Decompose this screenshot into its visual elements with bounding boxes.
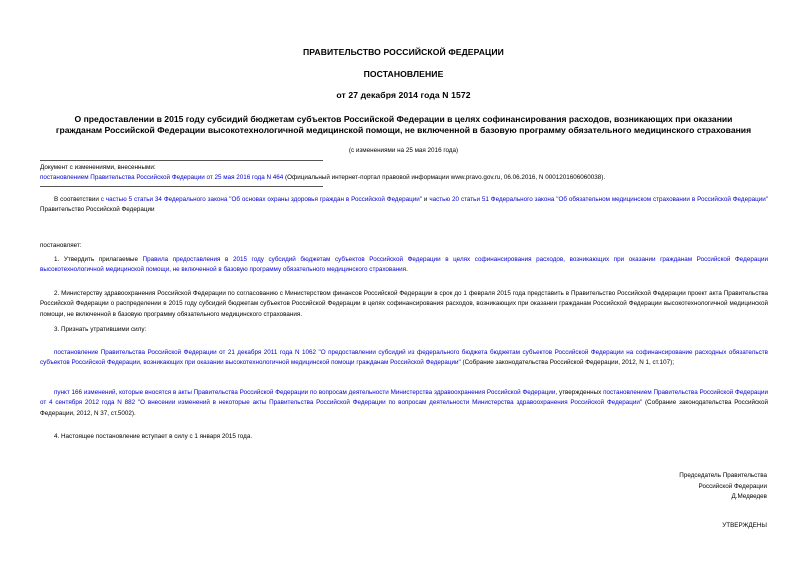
amendments-reference bbox=[40, 173, 768, 183]
signature-name: Д.Медведев bbox=[731, 493, 767, 501]
item-2-paragraph bbox=[40, 289, 768, 320]
amendment-note: (с изменениями на 25 мая 2016 года) bbox=[348, 147, 459, 154]
law-health-link[interactable]: с частью 5 статьи 34 Федерального закона "Об основах охраны здоровья граждан в Российской Федерации" bbox=[100, 196, 422, 203]
approved-label: УТВЕРЖДЕНЫ bbox=[722, 522, 767, 529]
amendments-block bbox=[40, 163, 768, 184]
preamble-lead: В соответствии bbox=[54, 196, 101, 203]
repeal-2-mid: , утвержденных bbox=[555, 389, 604, 396]
rules-link[interactable]: Правила предоставления в 2015 году субсидий бюджетам субъектов Российской Федерации в целях софинансирования расходов, возникающих при оказании гражданам Российской Федерации высокотехнологичной медицинской помощи, не включенной в базовую программу обязательного медицинского страхования bbox=[40, 256, 768, 274]
item-4-text: 4. Настоящее постановление вступает в силу с 1 января 2015 года. bbox=[54, 433, 253, 440]
decree-882-link[interactable]: постановлением Правительства Российской Федерации от 4 сентября 2012 года N 882 "О внесении изменений в некоторые акты Правительства Российской Федерации по вопросам деятельности Министерства здравоохранения Российской Федерации" bbox=[40, 389, 769, 407]
repeal-2-tail: (Собрание законодательства Российской Федерации, 2012, N 37, ст.5002). bbox=[40, 399, 769, 417]
government-heading: ПРАВИТЕЛЬСТВО РОССИЙСКОЙ ФЕДЕРАЦИИ bbox=[303, 47, 504, 57]
repeal-1-tail: (Собрание законодательства Российской Федерации, 2012, N 1, ст.107); bbox=[460, 359, 674, 367]
document-date-number: от 27 декабря 2014 года N 1572 bbox=[336, 90, 471, 100]
signature-country: Российской Федерации bbox=[698, 482, 767, 490]
decree-1062-link[interactable]: постановление Правительства Российской Федерации от 21 декабря 2011 года N 1062 "О предоставлении субсидий из федерального бюджета бюджетам субъектов Российской Федерации на софинансирование расходных обязательств субъектов Российской Федерации, возникающих при оказании высокотехнологичной медицинской помощи гражданам Российской Федерации" bbox=[40, 349, 768, 367]
preamble-tail: Правительство Российской Федерации bbox=[40, 206, 155, 214]
signature-block bbox=[679, 471, 767, 503]
preamble-paragraph bbox=[40, 195, 768, 216]
item-3-paragraph bbox=[40, 325, 768, 335]
item-1-paragraph bbox=[40, 255, 768, 276]
amending-decree-link[interactable]: постановлением Правительства Российской Федерации от 25 мая 2016 года N 464 bbox=[40, 174, 284, 182]
amendments-intro: Документ с изменениями, внесенными: bbox=[40, 164, 156, 171]
law-insurance-link[interactable]: частью 20 статьи 51 Федерального закона "Об обязательном медицинском страховании в Российской Федерации" bbox=[429, 196, 768, 203]
repeal-2-paragraph bbox=[40, 388, 768, 419]
decrees-word: постановляет: bbox=[40, 242, 82, 249]
item-166-link[interactable]: пункт 166 изменений, которые вносятся в акты Правительства Российской Федерации по вопросам деятельности Министерства здравоохранения Российской Федерации bbox=[54, 389, 556, 396]
amendments-source: (Официальный интернет-портал правовой информации www.pravo.gov.ru, 06.06.2016, N 0001201606060038). bbox=[283, 174, 606, 182]
document-title bbox=[0, 114, 807, 136]
item-2-text: 2. Министерству здравоохранения Российской Федерации по согласованию с Министерством финансов Российской Федерации в срок до 1 февраля 2015 года представить в Правительство Российской Федерации проект акта Правительства Российской Федерации о распределении в 2015 году субсидий бюджетам субъектов Российской Федерации в целях софинансирования расходов, возникающих при оказании гражданам Российской Федерации высокотехнологичной медицинской помощи, не включенной в базовую программу обязательного медицинского страхования. bbox=[40, 290, 768, 318]
document-title-line-2: гражданам Российской Федерации высокотехнологичной медицинской помощи, не включенной в базовую программу обязательного медицинского страхования bbox=[55, 125, 752, 135]
divider-bottom bbox=[40, 186, 323, 187]
divider-top bbox=[40, 160, 323, 161]
item-3-text: 3. Признать утратившими силу: bbox=[54, 326, 147, 333]
item-4-paragraph bbox=[40, 432, 768, 442]
preamble-mid: и bbox=[421, 196, 430, 203]
signature-title: Председатель Правительства bbox=[679, 472, 767, 479]
repeal-1-paragraph bbox=[40, 348, 768, 369]
document-type: ПОСТАНОВЛЕНИЕ bbox=[363, 69, 444, 79]
document-title-line-1: О предоставлении в 2015 году субсидий бюджетам субъектов Российской Федерации в целях софинансирования расходов, возникающих при оказании bbox=[74, 114, 733, 124]
item-1-lead: 1. Утвердить прилагаемые bbox=[54, 256, 143, 263]
item-1-tail: . bbox=[406, 266, 408, 274]
